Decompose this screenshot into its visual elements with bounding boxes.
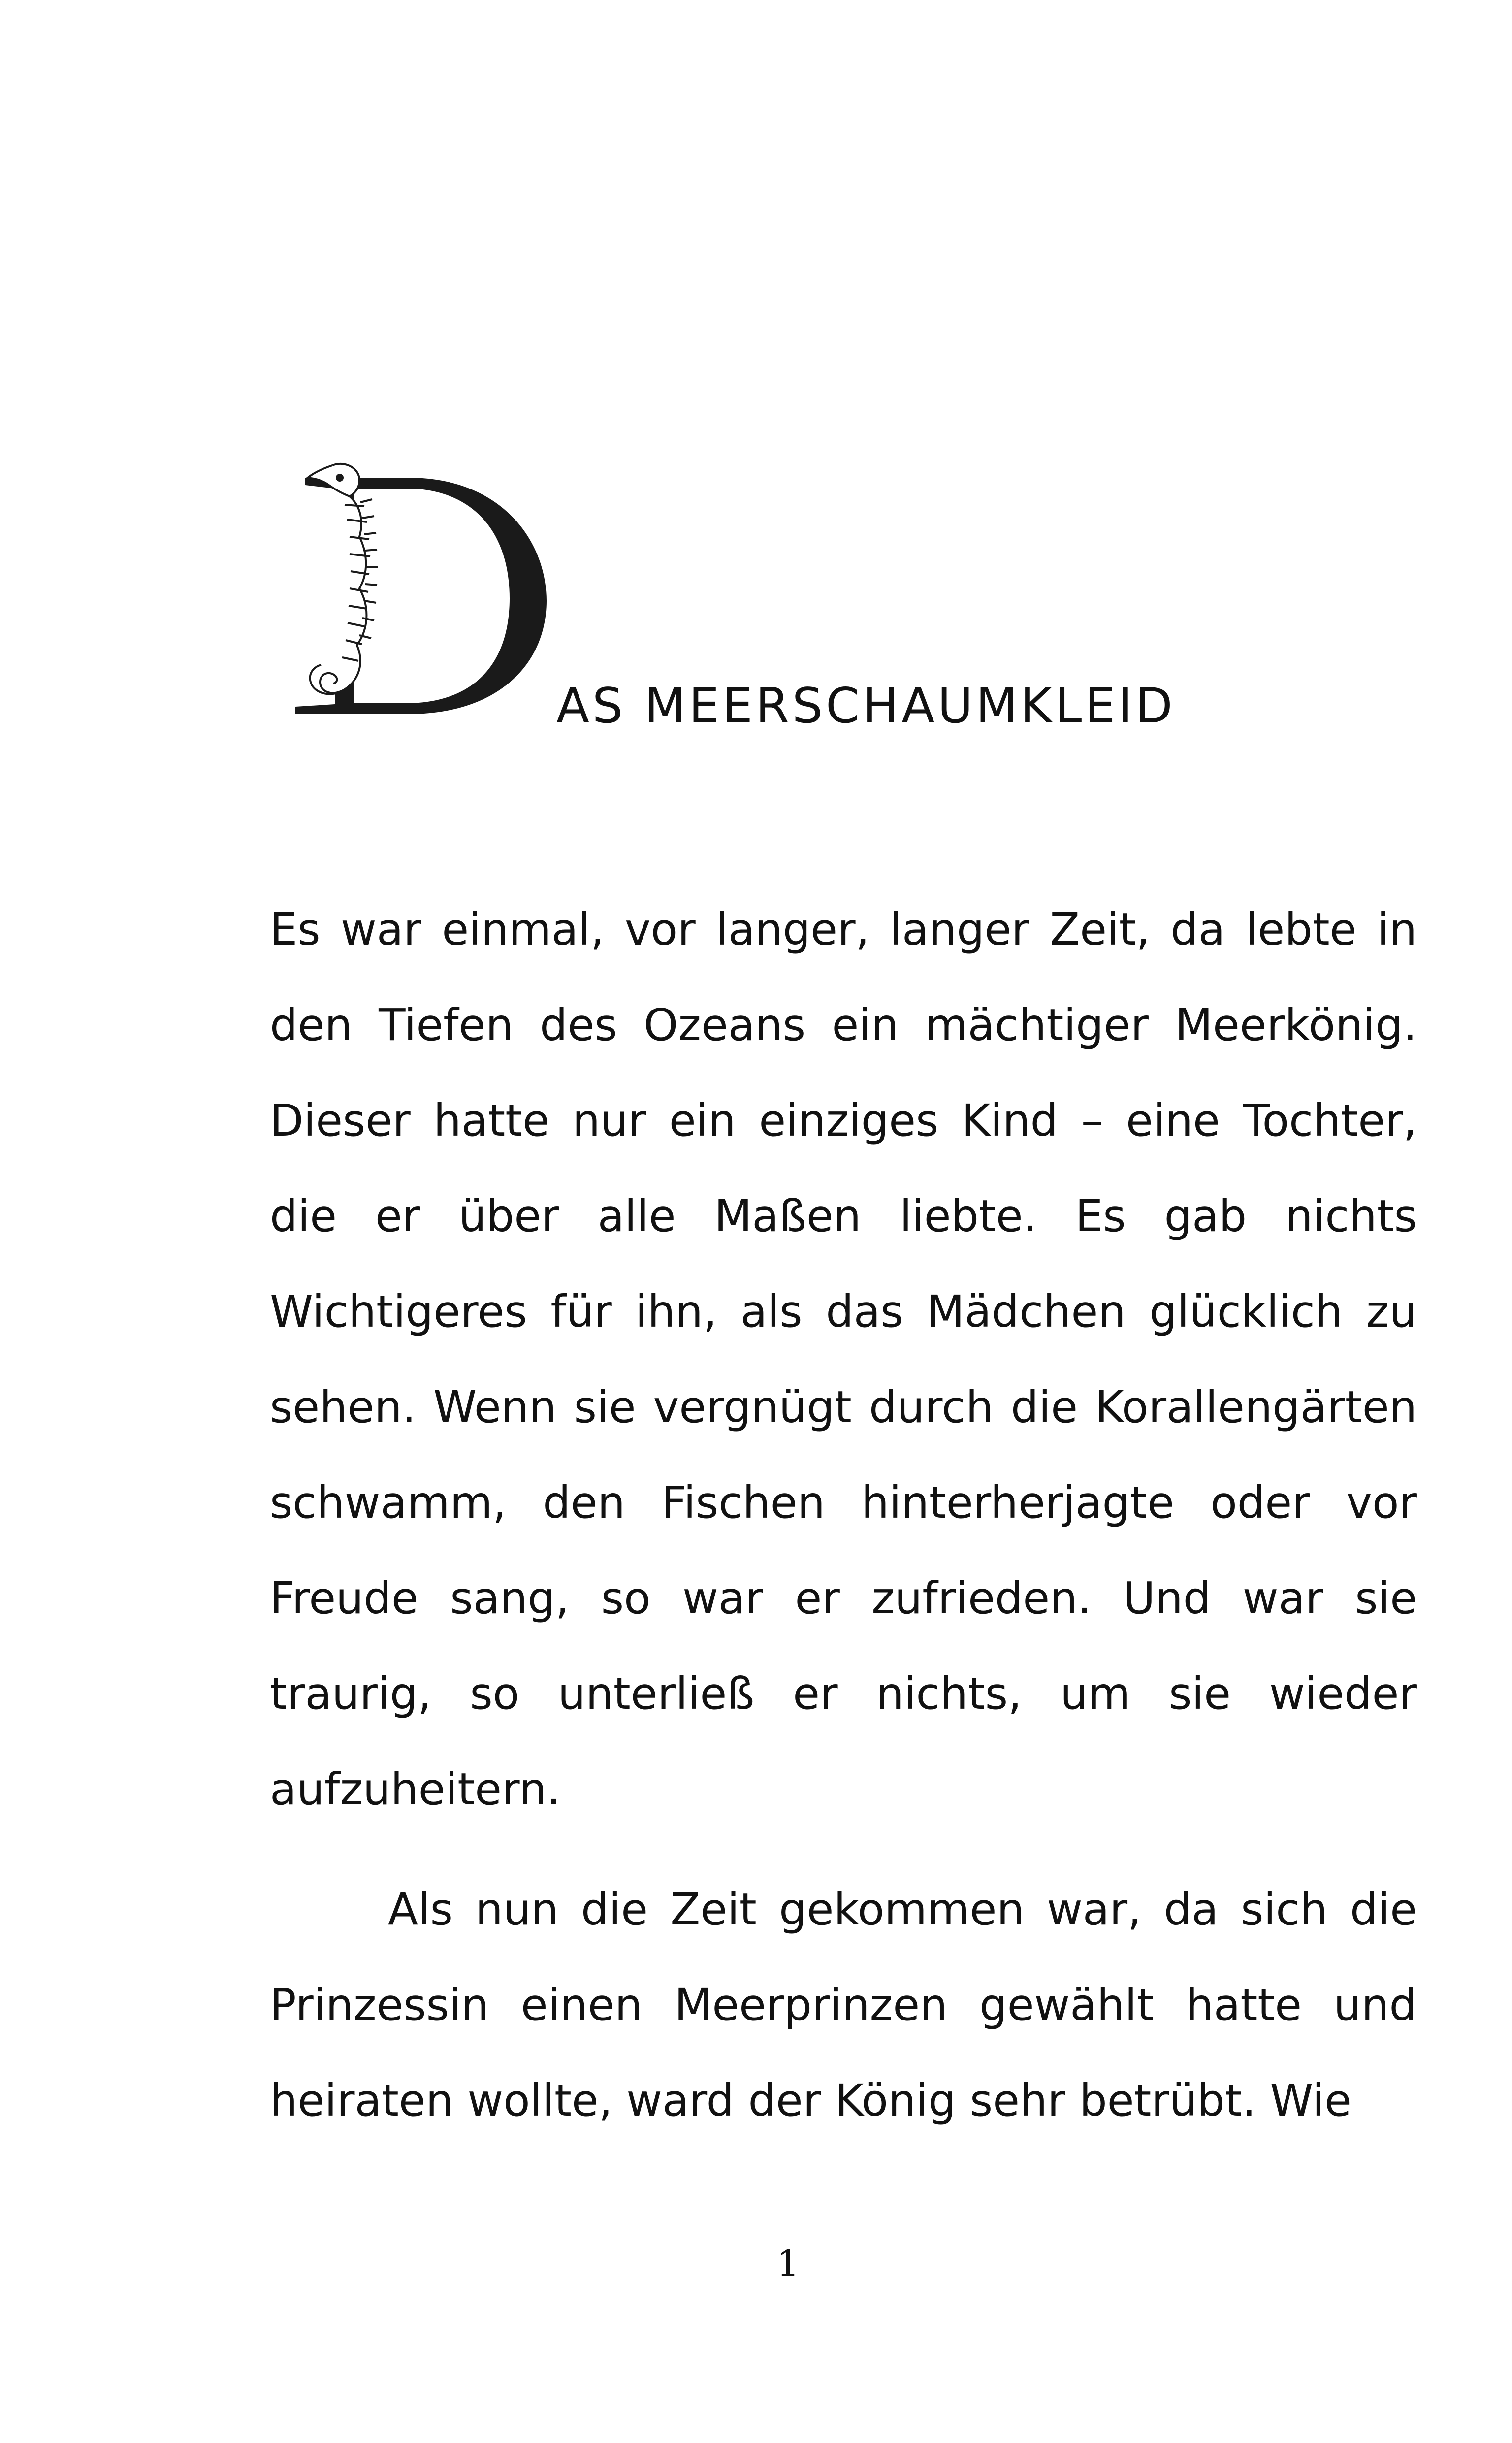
chapter-title: AS MEERSCHAUMKLEID: [556, 678, 1176, 734]
story-text: [270, 881, 1417, 2148]
paragraph: Es war einmal, vor langer, langer Zeit, da lebte in den Tiefen des Ozeans ein mächtiger Meerkönig. Dieser hatte nur ein einziges Kind – eine Tochter, die er über alle Maßen liebte. Es gab nichts Wichtigeres für ihn, als das Mädchen glücklich zu sehen. Wenn sie vergnügt durch die Korallengärten schwamm, den Fischen hinterherjagte oder vor Freude sang, so war er zufrieden. Und war sie traurig, so unterließ er nichts, um sie wieder aufzuheitern.: [270, 904, 1417, 1815]
drop-cap-letter-d: [286, 458, 561, 734]
seahorse-icon: [308, 464, 378, 694]
paragraph: Als nun die Zeit gekommen war, da sich die Prinzessin einen Meerprinzen gewählt hatte und heiraten wollte, ward der König sehr betrübt. Wie: [270, 1884, 1417, 2126]
page-number: 1: [776, 2243, 800, 2284]
drop-cap: [286, 458, 561, 734]
